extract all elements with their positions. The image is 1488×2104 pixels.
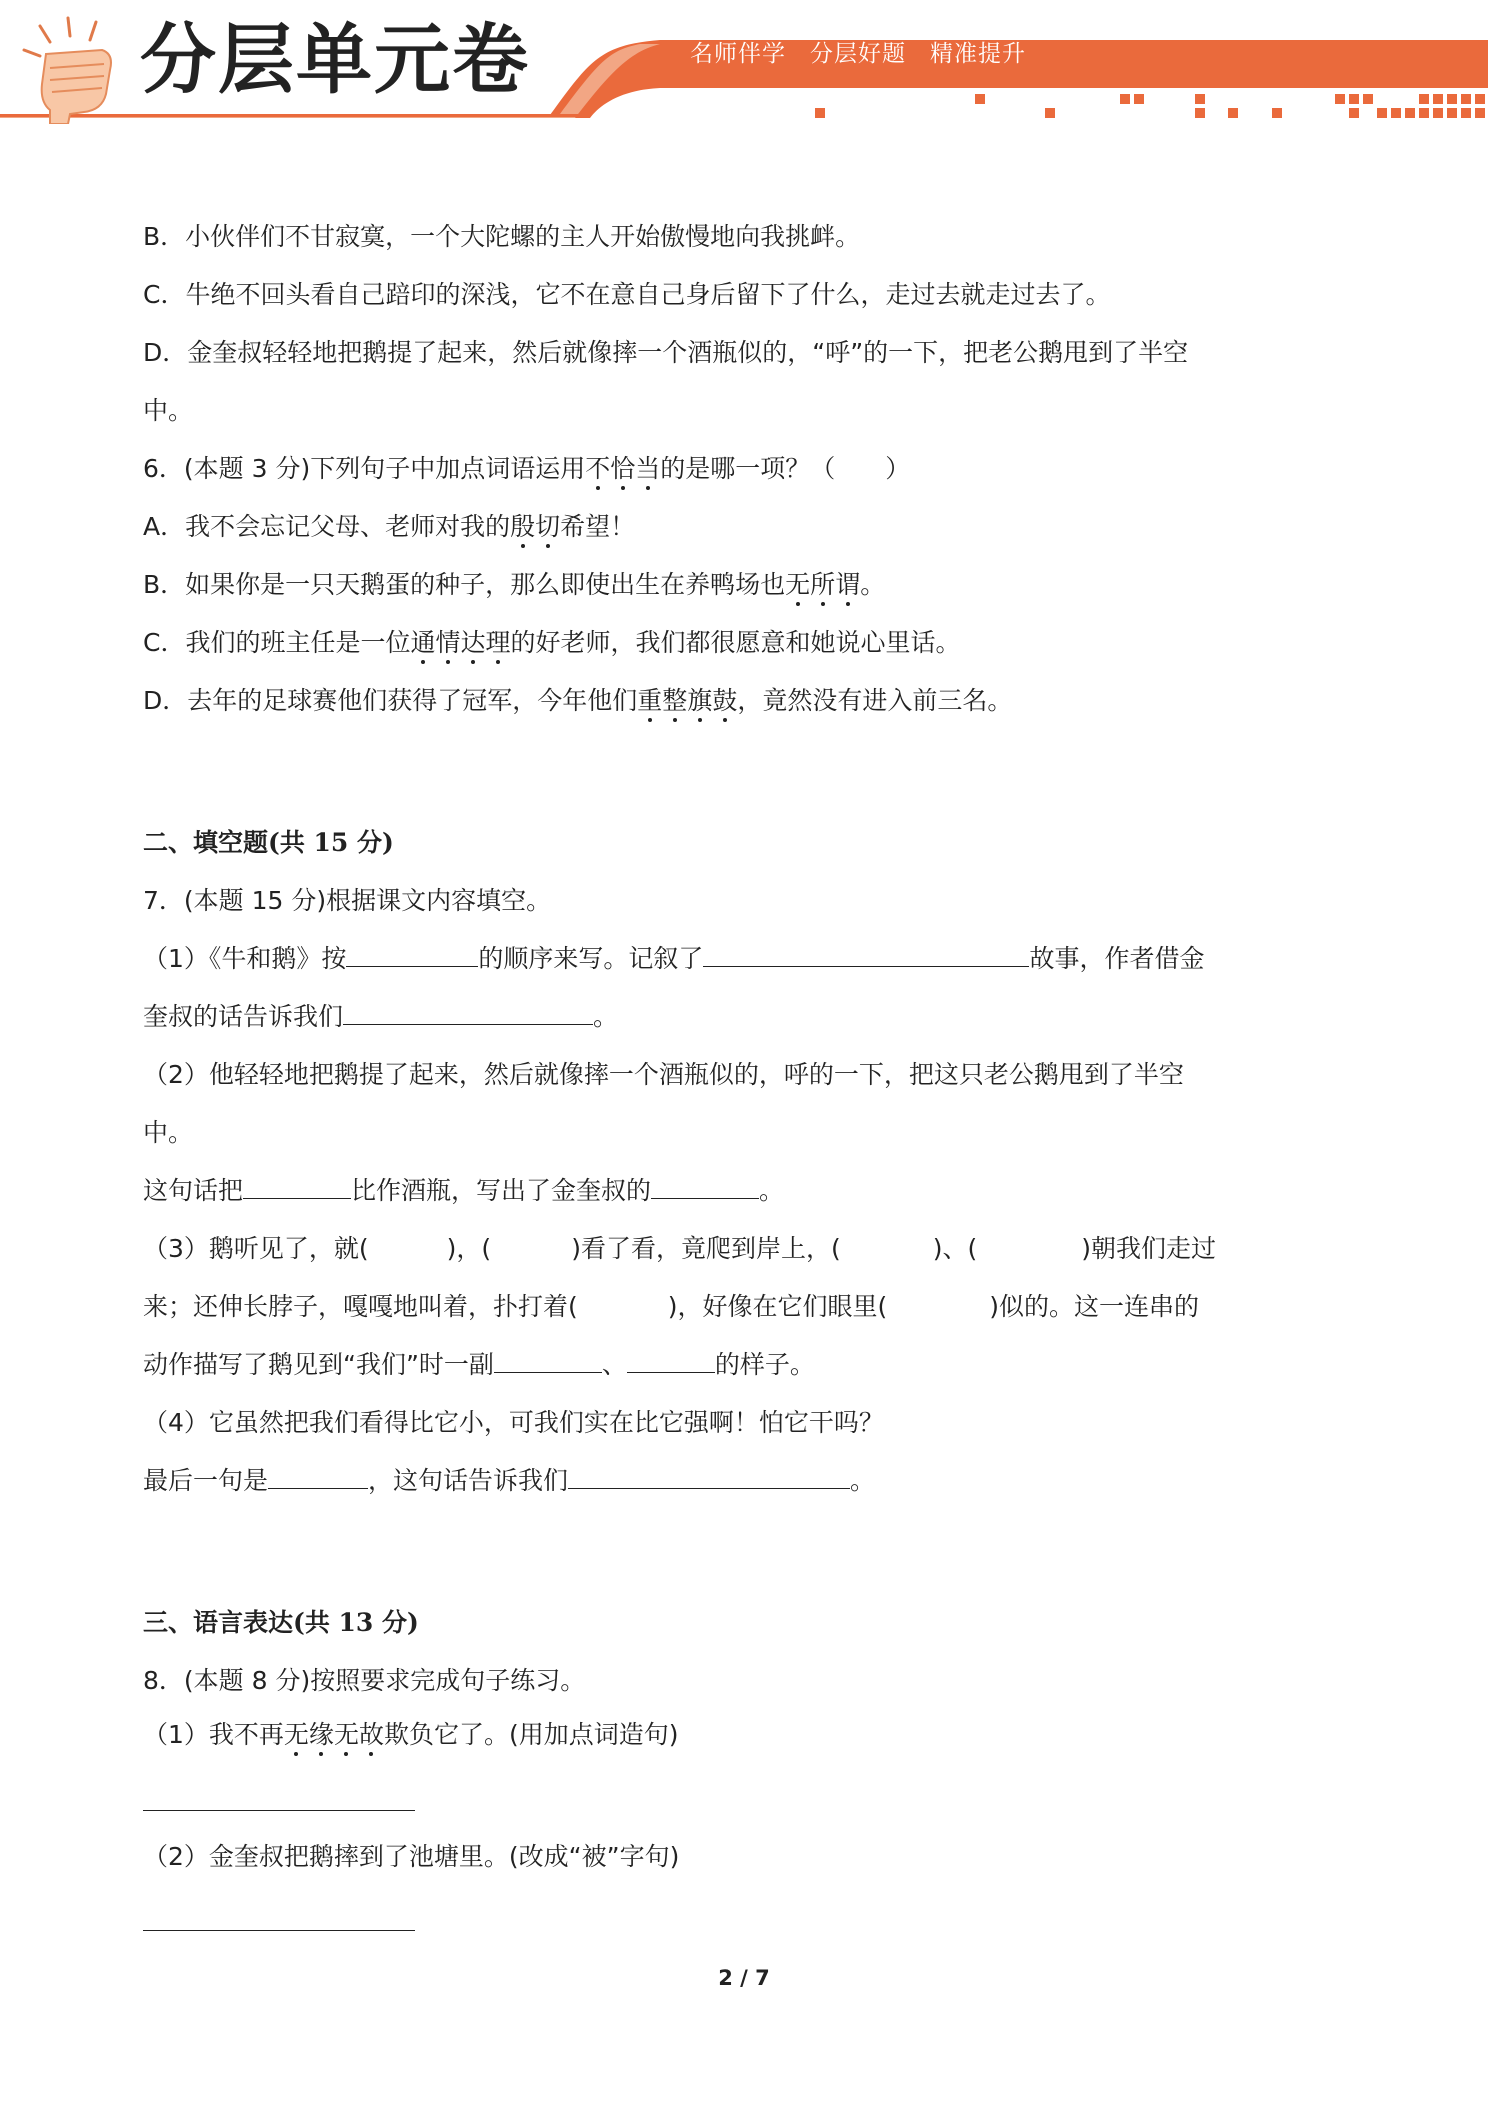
q7-part1-cont [143, 1002, 618, 1032]
dotted-char: 切 [535, 512, 561, 541]
q7-part3-end [143, 1350, 815, 1380]
q6-c-dotted [410, 628, 510, 657]
q7-part2-question [143, 1176, 784, 1206]
section3-title: 三、语言表达(共 13 分) [143, 1608, 419, 1637]
q6-b-post: 。 [860, 570, 886, 599]
q6-a-dotted [510, 512, 560, 541]
q7-p1-a: （1）《牛和鹅》按 [143, 944, 347, 973]
q6-a-pre: A．我不会忘记父母、老师对我的 [143, 512, 511, 541]
q8-s1-dotted [284, 1720, 384, 1749]
answer-blank[interactable] [627, 1351, 715, 1373]
q7-part4-question [143, 1466, 875, 1496]
q7-part1 [143, 944, 1204, 974]
q7-part2-cont: 中。 [143, 1118, 194, 1147]
q6-c-pre: C．我们的班主任是一位 [143, 628, 411, 657]
q7-p3-d: )、( [932, 1234, 978, 1263]
q6-c-post: 的好老师，我们都很愿意和她说心里话。 [510, 628, 961, 657]
dotted-char: 不 [585, 454, 611, 483]
dotted-char: 理 [485, 628, 511, 657]
answer-blank[interactable] [651, 1177, 759, 1199]
dotted-char: 旗 [687, 686, 713, 715]
brand-title: 分层单元卷 [140, 15, 530, 104]
answer-blank[interactable] [494, 1351, 602, 1373]
dotted-char: 达 [460, 628, 486, 657]
answer-blank[interactable] [346, 945, 478, 967]
answer-line-2[interactable] [143, 1930, 415, 1931]
q6-stem-post: 的是哪一项？（ ） [660, 454, 911, 483]
dotted-char: 故 [358, 1720, 384, 1749]
q8-sentence-1 [143, 1720, 678, 1750]
q5-option-d: D．金奎叔轻轻地把鹅提了起来，然后就像摔一个酒瓶似的，“呼”的一下，把老公鹅甩到了半空 [143, 338, 1189, 367]
q6-option-c [143, 628, 961, 658]
q6-stem-pre: 6．(本题 3 分)下列句子中加点词语运用 [143, 454, 586, 483]
dotted-char: 重 [637, 686, 663, 715]
q7-p1-d: 奎叔的话告诉我们 [143, 1002, 344, 1031]
q7-stem: 7．(本题 15 分)根据课文内容填空。 [143, 886, 552, 915]
q7-p1-e: 。 [593, 1002, 619, 1031]
q6-option-b [143, 570, 885, 600]
q7-p3-k: 的样子。 [714, 1350, 815, 1379]
q7-p3-c: )看了看，竟爬到岸上，( [571, 1234, 841, 1263]
slogan-2: 分层好题 [810, 41, 906, 67]
page-number: 2 / 7 [718, 1966, 770, 1990]
dotted-char: 鼓 [712, 686, 738, 715]
q7-p4-c: ，这句话告诉我们 [368, 1466, 569, 1495]
q7-p3-i: 动作描写了鹅见到“我们”时一副 [143, 1350, 494, 1379]
q5-option-c: C．牛绝不回头看自己踣印的深浅，它不在意自己身后留下了什么，走过去就走过去了。 [143, 280, 1111, 309]
q6-option-a [143, 512, 635, 542]
page-header [0, 0, 1488, 130]
q6-d-dotted [637, 686, 737, 715]
dotted-char: 缘 [308, 1720, 334, 1749]
q8-stem: 8．(本题 8 分)按照要求完成句子练习。 [143, 1666, 586, 1695]
q7-p2-e: 。 [759, 1176, 785, 1205]
q8-s1-post: 欺负它了。(用加点词造句) [383, 1720, 679, 1749]
answer-blank[interactable] [568, 1467, 850, 1489]
q7-p2-d: 比作酒瓶，写出了金奎叔的 [351, 1176, 652, 1205]
q7-p1-b: 的顺序来写。记叙了 [478, 944, 704, 973]
q7-p4-d: 。 [850, 1466, 876, 1495]
dotted-char: 当 [635, 454, 661, 483]
q6-stem [143, 454, 910, 484]
dotted-char: 谓 [835, 570, 861, 599]
q7-p3-h: )似的。这一连串的 [989, 1292, 1200, 1321]
fist-icon [10, 14, 140, 124]
q6-stem-dotted [585, 454, 660, 483]
q5-option-b: B．小伙伴们不甘寂寞，一个大陀螺的主人开始傲慢地向我挑衅。 [143, 222, 861, 251]
header-slogan [690, 43, 1050, 66]
slogan-3: 精准提升 [930, 41, 1026, 67]
q8-sentence-2: （2）金奎叔把鹅摔到了池塘里。(改成“被”字句) [143, 1842, 680, 1871]
q7-p3-a: （3）鹅听见了，就( [143, 1234, 369, 1263]
answer-blank[interactable] [703, 945, 1029, 967]
answer-line-1[interactable] [143, 1810, 415, 1811]
q7-p4-b: 最后一句是 [143, 1466, 269, 1495]
q5-option-d-cont: 中。 [143, 396, 194, 425]
q7-p3-b: )，( [446, 1234, 492, 1263]
slogan-1: 名师伴学 [690, 41, 786, 67]
q6-d-post: ，竟然没有进入前三名。 [737, 686, 1013, 715]
dotted-char: 情 [435, 628, 461, 657]
q7-p3-e: )朝我们走过 [1081, 1234, 1216, 1263]
dotted-char: 恰 [610, 454, 636, 483]
q7-part4: （4）它虽然把我们看得比它小，可我们实在比它强啊！怕它干吗？ [143, 1408, 884, 1437]
section2-title: 二、填空题(共 15 分) [143, 828, 394, 857]
dotted-char: 整 [662, 686, 688, 715]
answer-blank[interactable] [243, 1177, 351, 1199]
q7-part3 [143, 1234, 1216, 1264]
q6-b-pre: B．如果你是一只天鹅蛋的种子，那么即使出生在养鸭场也 [143, 570, 786, 599]
q7-p3-g: )，好像在它们眼里( [667, 1292, 888, 1321]
q7-p2-c: 这句话把 [143, 1176, 244, 1205]
q6-d-pre: D．去年的足球赛他们获得了冠军，今年他们 [143, 686, 638, 715]
dotted-char: 通 [410, 628, 436, 657]
q7-p1-c: 故事，作者借金 [1029, 944, 1205, 973]
q6-option-d [143, 686, 1012, 716]
dotted-char: 无 [283, 1720, 309, 1749]
q7-p3-j: 、 [601, 1350, 627, 1379]
answer-blank[interactable] [343, 1003, 593, 1025]
q7-p3-f: 来；还伸长脖子，嘎嘎地叫着，扑打着( [143, 1292, 578, 1321]
dotted-char: 殷 [510, 512, 536, 541]
q7-part2: （2）他轻轻地把鹅提了起来，然后就像摔一个酒瓶似的，呼的一下，把这只老公鹅甩到了半空 [143, 1060, 1184, 1089]
answer-blank[interactable] [268, 1467, 368, 1489]
dotted-char: 所 [810, 570, 836, 599]
q6-a-post: 希望！ [560, 512, 636, 541]
q8-s1-pre: （1）我不再 [143, 1720, 284, 1749]
q6-b-dotted [785, 570, 860, 599]
q7-part3-cont [143, 1292, 1199, 1322]
dotted-char: 无 [333, 1720, 359, 1749]
dotted-char: 无 [785, 570, 811, 599]
